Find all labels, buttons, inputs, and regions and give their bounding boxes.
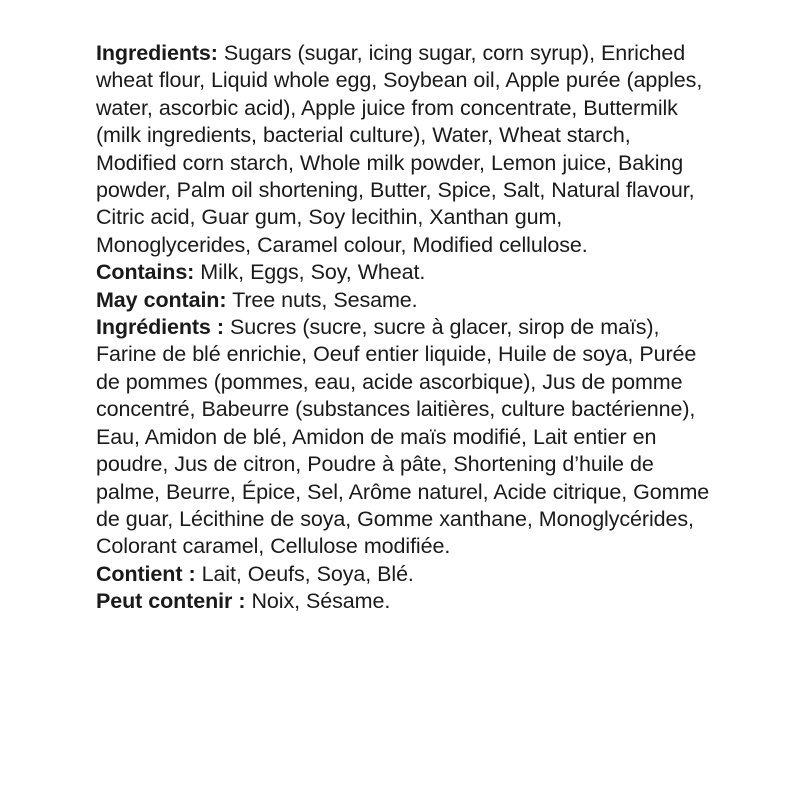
english-contains-block [96,259,716,286]
french-ingredients-heading: Ingrédients : [96,315,224,340]
english-contains-text: Milk, Eggs, Soy, Wheat. [194,260,426,285]
english-may-contain-block [96,287,716,314]
english-may-contain-text: Tree nuts, Sesame. [226,287,418,312]
french-may-contain-text: Noix, Sésame. [245,589,391,614]
french-contains-text: Lait, Oeufs, Soya, Blé. [195,561,414,586]
french-ingredients-text: Sucres (sucre, sucre à glacer, sirop de maïs), Farine de blé enrichie, Oeuf entier liquide, Huile de soya, Purée de pommes (pommes, eau, acide ascorbique), Jus de pomme concentré, Babeurre (substances laitières, culture bactérienne), Eau, Amidon de blé, Amidon de maïs modifié, Lait entier en poudre, Jus de citron, Poudre à pâte, Shortening d’huile de palme, Beurre, Épice, Sel, Arôme naturel, Acide citrique, Gomme de guar, Lécithine de soya, Gomme xanthane, Monoglycérides, Colorant caramel, Cellulose modifiée. [96,315,710,559]
english-contains-heading: Contains: [96,260,195,285]
french-contains-heading: Contient : [96,561,196,586]
french-may-contain-block [96,588,716,615]
french-contains-block [96,561,716,588]
english-may-contain-heading: May contain: [96,287,227,312]
english-ingredients-block [96,40,716,259]
french-ingredients-block [96,314,716,561]
french-may-contain-heading: Peut contenir : [96,589,246,614]
english-ingredients-text: Sugars (sugar, icing sugar, corn syrup), Enriched wheat flour, Liquid whole egg, Soybean oil, Apple purée (apples, water, ascorbic acid), Apple juice from concentrate, Buttermilk (milk ingredients, bacterial culture), Water, Wheat starch, Modified corn starch, Whole milk powder, Lemon juice, Baking powder, Palm oil shortening, Butter, Spice, Salt, Natural flavour, Citric acid, Guar gum, Soy lecithin, Xanthan gum, Monoglycerides, Caramel colour, Modified cellulose. [96,41,703,257]
english-ingredients-heading: Ingredients: [96,41,218,65]
ingredient-label-panel [96,40,716,616]
